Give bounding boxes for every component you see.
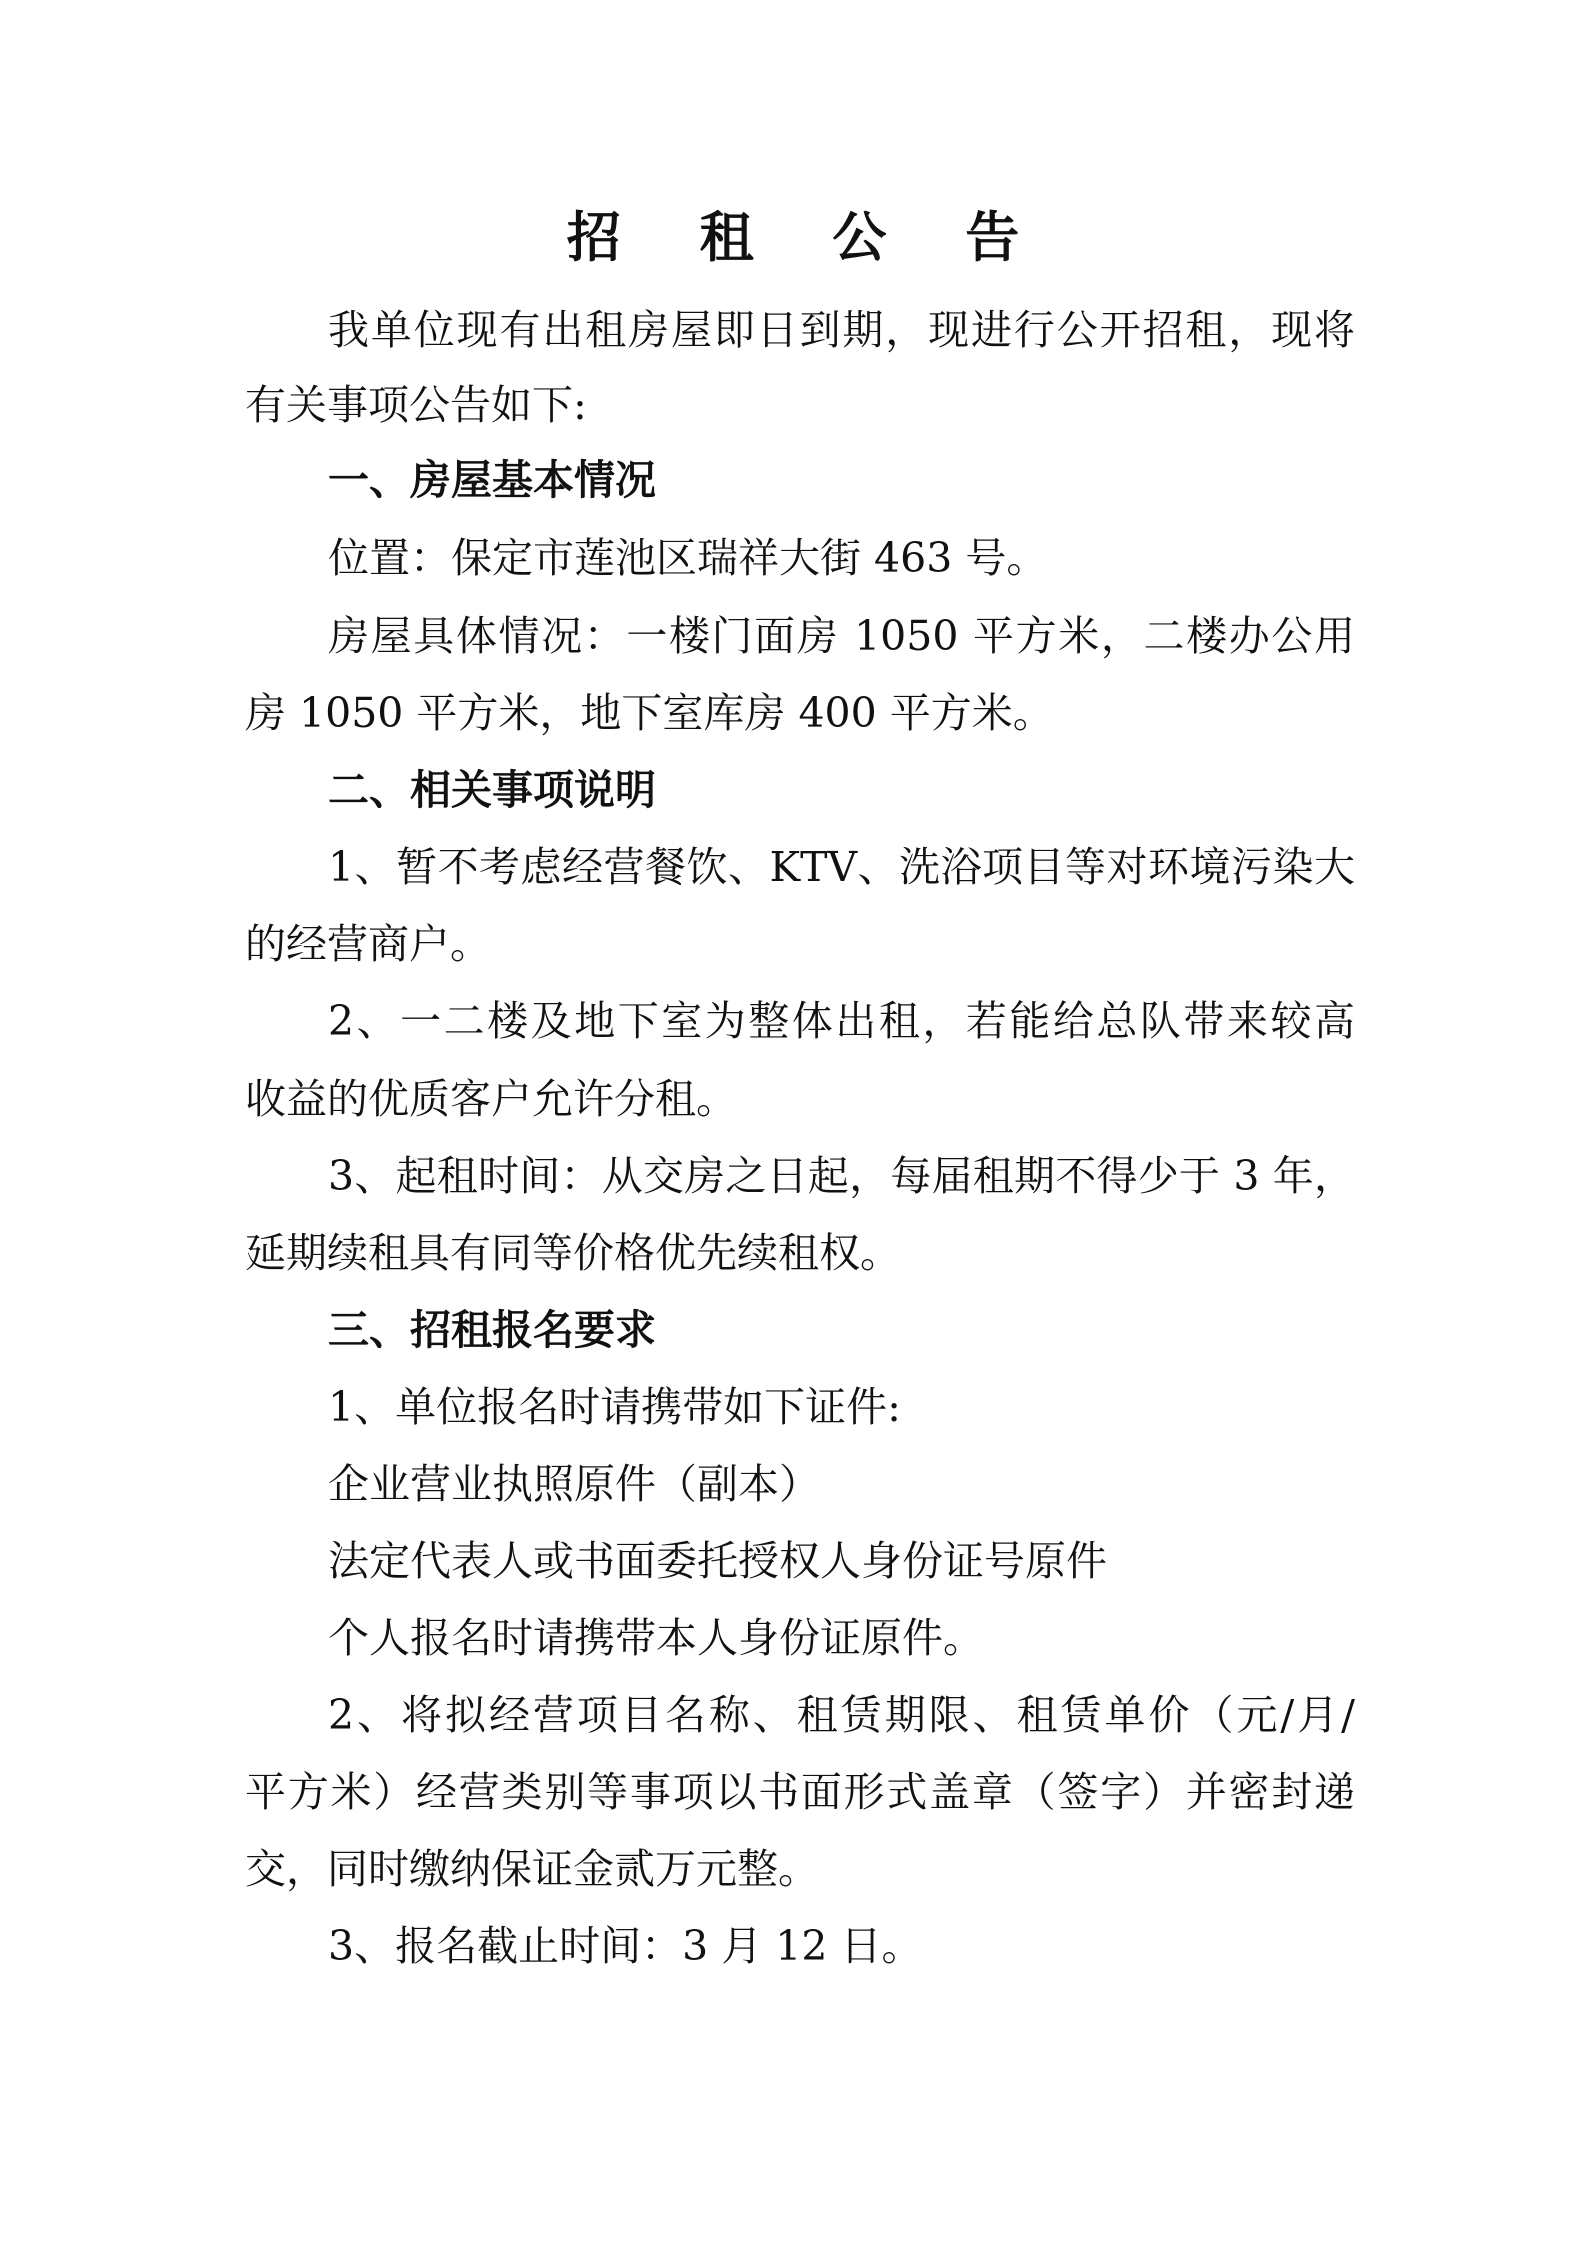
house-details-line-1: 房屋具体情况：一楼门面房 1050 平方米，二楼办公用: [328, 612, 1355, 660]
section-2-heading: 二、相关事项说明: [328, 766, 656, 814]
section-3-item-1: 1、单位报名时请携带如下证件:: [328, 1383, 901, 1431]
section-1-heading: 一、房屋基本情况: [328, 456, 656, 504]
required-document-2: 法定代表人或书面委托授权人身份证号原件: [328, 1537, 1107, 1585]
section-2-item-1-line-2: 的经营商户。: [245, 920, 491, 968]
location-text: 位置：保定市莲池区瑞祥大街 463 号。: [328, 534, 1048, 582]
section-3-item-2-line-2: 平方米）经营类别等事项以书面形式盖章（签字）并密封递: [245, 1768, 1355, 1816]
section-2-item-2-line-2: 收益的优质客户允许分租。: [245, 1075, 737, 1123]
required-document-1: 企业营业执照原件（副本）: [328, 1460, 820, 1508]
section-3-heading: 三、招租报名要求: [328, 1306, 656, 1354]
section-2-item-3-line-2: 延期续租具有同等价格优先续租权。: [245, 1229, 901, 1277]
required-document-3: 个人报名时请携带本人身份证原件。: [328, 1614, 984, 1662]
section-3-item-2-line-3: 交，同时缴纳保证金贰万元整。: [245, 1845, 819, 1893]
section-2-item-2-line-1: 2、一二楼及地下室为整体出租，若能给总队带来较高: [328, 997, 1355, 1045]
section-3-item-2-line-1: 2、将拟经营项目名称、租赁期限、租赁单价（元/月/: [328, 1691, 1355, 1739]
section-2-item-3-line-1: 3、起租时间：从交房之日起，每届租期不得少于 3 年，: [328, 1152, 1355, 1200]
intro-line-1: 我单位现有出租房屋即日到期，现进行公开招租，现将: [328, 306, 1355, 354]
registration-deadline: 3、报名截止时间：3 月 12 日。: [328, 1922, 923, 1970]
intro-line-2: 有关事项公告如下:: [245, 381, 587, 429]
house-details-line-2: 房 1050 平方米，地下室库房 400 平方米。: [245, 689, 1054, 737]
document-title: 招 租 公 告: [566, 206, 1050, 269]
section-2-item-1-line-1: 1、暂不考虑经营餐饮、KTV、洗浴项目等对环境污染大: [328, 843, 1355, 891]
